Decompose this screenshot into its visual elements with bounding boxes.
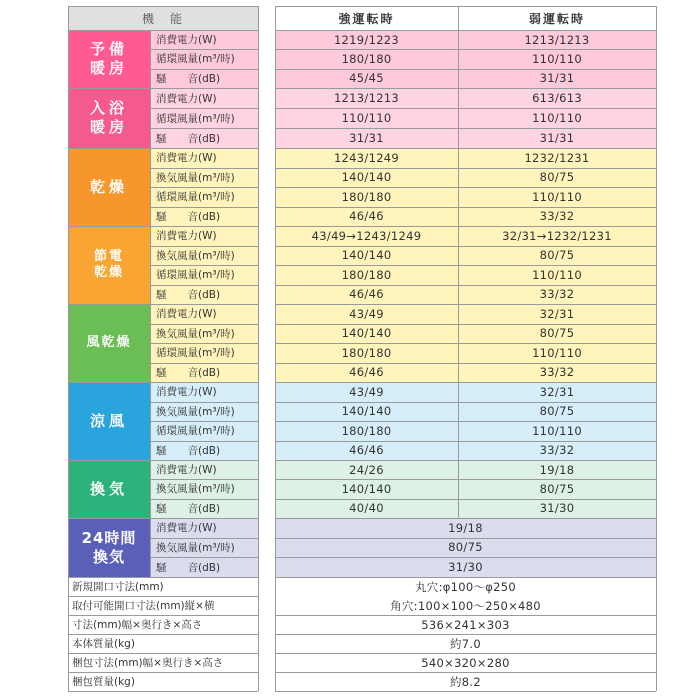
weak-value: 80/75: [539, 248, 575, 263]
row-divider: [275, 653, 656, 654]
spec-label: 梱包寸法(mm)幅×奥行き×高さ: [72, 657, 224, 669]
row-divider: [275, 538, 656, 539]
table-border: [656, 6, 657, 691]
strong-value: 46/46: [349, 209, 384, 224]
section-divider: [275, 382, 656, 383]
row-divider: [275, 479, 656, 480]
row-label: 換気風量(m³/時): [156, 249, 235, 262]
weak-value: 80/75: [539, 326, 575, 341]
category-vent: 換気: [89, 479, 128, 498]
row-divider: [275, 285, 656, 286]
category-elec: 節電 乾燥: [93, 248, 124, 280]
weak-value: 110/110: [532, 267, 582, 282]
strong-value: 43/49: [349, 384, 384, 399]
section-divider: [275, 88, 656, 89]
category-h24: 24時間 換気: [81, 528, 137, 566]
row-label: 消費電力(W): [156, 34, 217, 47]
row-label: 循環風量(m³/時): [156, 425, 235, 438]
row-label: 循環風量(m³/時): [156, 347, 235, 360]
row-divider: [68, 596, 258, 597]
row-divider: [68, 634, 258, 635]
row-divider: [150, 343, 258, 344]
strong-value: 1213/1213: [333, 91, 400, 105]
weak-value: 31/30: [539, 501, 575, 516]
row-label: 消費電力(W): [156, 152, 217, 165]
row-label: 騒 音(dB): [156, 288, 221, 301]
table-border: [275, 691, 656, 692]
weak-value: 110/110: [532, 345, 582, 360]
row-divider: [275, 402, 656, 403]
strong-value: 180/180: [341, 423, 392, 438]
section-divider: [68, 30, 258, 31]
row-divider: [275, 108, 656, 109]
spec-label: 梱包質量(kg): [72, 676, 135, 688]
row-divider: [150, 49, 258, 50]
row-label: 換気風量(m³/時): [156, 483, 235, 496]
weak-value: 19/18: [539, 462, 575, 477]
section-divider: [275, 518, 656, 519]
strong-value: 140/140: [341, 170, 392, 185]
strong-value: 140/140: [341, 248, 392, 263]
section-divider: [275, 304, 656, 305]
row-divider: [275, 634, 656, 635]
row-label: 騒 音(dB): [156, 132, 221, 145]
weak-value: 80/75: [539, 481, 575, 496]
strong-value: 31/31: [349, 131, 384, 145]
row-divider: [275, 69, 656, 70]
row-divider: [150, 402, 258, 403]
row-divider: [150, 499, 258, 500]
weak-value: 80/75: [539, 404, 575, 419]
opening-install-label: 取付可能開口寸法(mm)縦×横: [72, 600, 215, 612]
row-divider: [150, 207, 258, 208]
row-divider: [275, 672, 656, 673]
weak-mode-header: 弱運転時: [528, 11, 585, 26]
row-divider: [150, 285, 258, 286]
row-label: 消費電力(W): [156, 308, 217, 321]
spec-value: 約8.2: [450, 674, 481, 689]
strong-value: 46/46: [349, 365, 384, 380]
row-divider: [150, 246, 258, 247]
spec-label: 寸法(mm)幅×奥行き×高さ: [72, 619, 203, 631]
strong-value: 140/140: [341, 326, 392, 341]
row-divider: [275, 207, 656, 208]
section-divider: [275, 30, 656, 31]
row-label: 換気風量(m³/時): [156, 541, 235, 554]
row-divider: [275, 246, 656, 247]
section-divider: [68, 518, 258, 519]
row-divider: [275, 128, 656, 129]
merged-value: 31/30: [448, 560, 483, 575]
table-border: [68, 6, 258, 7]
row-label: 循環風量(m³/時): [156, 53, 235, 66]
row-divider: [68, 577, 258, 578]
row-label: 騒 音(dB): [156, 502, 221, 515]
strong-mode-header: 強運転時: [338, 11, 395, 26]
category-wind: 風乾燥: [86, 334, 132, 350]
row-label: 騒 音(dB): [156, 561, 221, 574]
row-divider: [150, 69, 258, 70]
row-divider: [275, 168, 656, 169]
weak-value: 110/110: [532, 51, 582, 66]
row-divider: [150, 265, 258, 266]
weak-value: 31/31: [539, 71, 575, 86]
row-divider: [150, 187, 258, 188]
opening-new-label: 新規開口寸法(mm): [72, 581, 164, 593]
strong-value: 180/180: [341, 345, 392, 360]
section-divider: [68, 226, 258, 227]
row-label: 消費電力(W): [156, 230, 217, 243]
weak-value: 110/110: [532, 423, 582, 438]
weak-value: 32/31: [539, 306, 575, 321]
strong-value: 24/26: [349, 462, 384, 477]
spec-value: 536×241×303: [421, 617, 510, 632]
column-divider: [458, 6, 459, 518]
row-divider: [150, 421, 258, 422]
row-divider: [275, 343, 656, 344]
weak-value: 80/75: [539, 170, 575, 185]
row-label: 循環風量(m³/時): [156, 191, 235, 204]
row-divider: [275, 615, 656, 616]
row-label: 消費電力(W): [156, 464, 217, 477]
weak-value: 32/31→1232/1231: [502, 228, 612, 243]
row-divider: [275, 577, 656, 578]
spec-label: 本体質量(kg): [72, 638, 135, 650]
merged-value: 19/18: [448, 520, 483, 535]
column-divider: [150, 30, 151, 577]
strong-value: 1219/1223: [333, 32, 400, 47]
strong-value: 46/46: [349, 443, 384, 458]
section-divider: [68, 460, 258, 461]
weak-value: 613/613: [532, 91, 582, 105]
row-label: 換気風量(m³/時): [156, 171, 235, 184]
weak-value: 110/110: [532, 111, 582, 125]
strong-value: 45/45: [349, 71, 384, 86]
spec-value: 540×320×280: [421, 655, 510, 670]
row-divider: [150, 168, 258, 169]
strong-value: 43/49→1243/1249: [311, 228, 422, 243]
row-divider: [150, 108, 258, 109]
strong-value: 43/49: [349, 306, 384, 321]
weak-value: 110/110: [532, 189, 582, 204]
row-divider: [275, 421, 656, 422]
row-divider: [275, 557, 656, 558]
row-label: 騒 音(dB): [156, 210, 221, 223]
section-divider: [275, 226, 656, 227]
spec-value: 約7.0: [450, 636, 481, 651]
category-bath: 入浴 暖房: [89, 99, 128, 136]
weak-value: 1213/1213: [524, 32, 590, 47]
row-divider: [150, 441, 258, 442]
weak-value: 33/32: [539, 365, 575, 380]
strong-value: 46/46: [349, 287, 384, 302]
strong-value: 180/180: [341, 51, 392, 66]
table-border: [275, 6, 276, 691]
row-divider: [275, 499, 656, 500]
function-header: 機 能: [141, 11, 184, 26]
row-label: 換気風量(m³/時): [156, 327, 235, 340]
row-divider: [68, 615, 258, 616]
strong-value: 110/110: [341, 111, 392, 125]
row-divider: [275, 187, 656, 188]
row-label: 換気風量(m³/時): [156, 405, 235, 418]
merged-value: 80/75: [448, 540, 483, 555]
row-divider: [275, 324, 656, 325]
section-divider: [275, 460, 656, 461]
row-label: 騒 音(dB): [156, 444, 221, 457]
section-divider: [275, 148, 656, 149]
row-label: 騒 音(dB): [156, 72, 221, 85]
section-divider: [68, 88, 258, 89]
opening-square-value: 角穴:100×100〜250×480: [390, 598, 541, 613]
row-label: 消費電力(W): [156, 522, 217, 535]
table-border: [258, 6, 259, 691]
row-label: 循環風量(m³/時): [156, 269, 235, 282]
strong-value: 140/140: [341, 481, 392, 496]
row-label: 消費電力(W): [156, 386, 217, 399]
row-divider: [275, 441, 656, 442]
row-divider: [150, 479, 258, 480]
weak-value: 31/31: [539, 131, 575, 145]
row-divider: [275, 49, 656, 50]
table-border: [68, 6, 69, 691]
weak-value: 33/32: [539, 443, 575, 458]
opening-round-value: 丸穴:φ100〜φ250: [414, 579, 517, 594]
strong-value: 40/40: [349, 501, 384, 516]
section-divider: [68, 304, 258, 305]
row-label: 騒 音(dB): [156, 366, 221, 379]
strong-value: 1243/1249: [333, 150, 400, 165]
strong-value: 180/180: [341, 267, 392, 282]
row-divider: [150, 538, 258, 539]
table-border: [275, 6, 656, 7]
section-divider: [68, 148, 258, 149]
row-divider: [275, 265, 656, 266]
row-divider: [150, 557, 258, 558]
row-divider: [150, 128, 258, 129]
category-dry: 乾燥: [89, 177, 128, 196]
strong-value: 140/140: [341, 404, 392, 419]
row-divider: [68, 672, 258, 673]
category-predef: 予備 暖房: [89, 40, 128, 77]
row-label: 消費電力(W): [156, 92, 217, 105]
row-divider: [150, 324, 258, 325]
row-label: 循環風量(m³/時): [156, 112, 235, 125]
row-divider: [68, 653, 258, 654]
row-divider: [150, 363, 258, 364]
weak-value: 33/32: [539, 209, 575, 224]
category-cool: 涼風: [89, 411, 128, 430]
weak-value: 1232/1231: [524, 150, 590, 165]
row-divider: [275, 363, 656, 364]
table-border: [68, 691, 258, 692]
weak-value: 33/32: [539, 287, 575, 302]
weak-value: 32/31: [539, 384, 575, 399]
strong-value: 180/180: [341, 189, 392, 204]
section-divider: [68, 382, 258, 383]
